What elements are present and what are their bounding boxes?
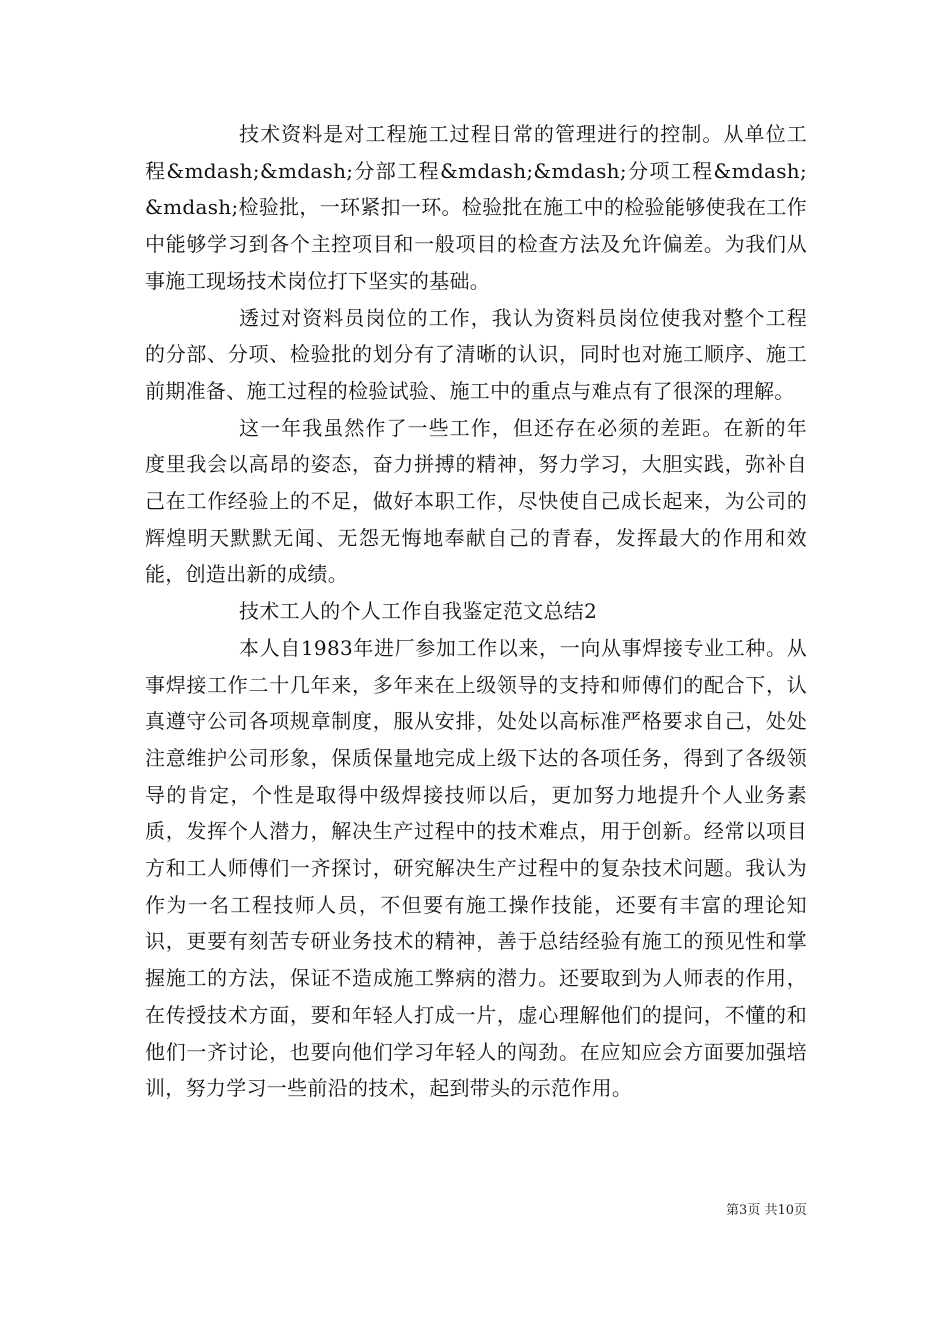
paragraph-technical-documents: 技术资料是对工程施工过程日常的管理进行的控制。从单位工程&mdash;&mdash;分部工程&mdash;&mdash;分项工程&mdash;&mdash;检验批，一环紧扣一环。检验批在施工中的检验能够使我在工作中能够学习到各个主控项目和一般项目的检查方法及允许偏差。为我们从事施工现场技术岗位打下坚实的基础。: [145, 122, 807, 293]
paragraph-document-clerk-role: 透过对资料员岗位的工作，我认为资料员岗位使我对整个工程的分部、分项、检验批的划分有了清晰的认识，同时也对施工顺序、施工前期准备、施工过程的检验试验、施工中的重点与难点有了很深的理解。: [145, 305, 807, 403]
page-number: 第3页 共10页: [726, 1203, 807, 1218]
paragraph-year-summary: 这一年我虽然作了一些工作，但还存在必须的差距。在新的年度里我会以高昂的姿态，奋力拼搏的精神，努力学习，大胆实践，弥补自己在工作经验上的不足，做好本职工作，尽快使自己成长起来，为公司的辉煌明天默默无闻、无怨无悔地奉献自己的青春，发挥最大的作用和效能，创造出新的成绩。: [145, 415, 807, 587]
section-heading: 技术工人的个人工作自我鉴定范文总结2: [239, 599, 598, 624]
paragraph-welding-experience: 本人自1983年进厂参加工作以来，一向从事焊接专业工种。从事焊接工作二十几年来，多年来在上级领导的支持和师傅们的配合下，认真遵守公司各项规章制度，服从安排，处处以高标准严格要求自己，处处注意维护公司形象，保质保量地完成上级下达的各项任务，得到了各级领导的肯定，个性是取得中级焊接技师以后，更加努力地提升个人业务素质，发挥个人潜力，解决生产过程中的技术难点，用于创新。经常以项目方和工人师傅们一齐探讨，研究解决生产过程中的复杂技术问题。我认为作为一名工程技师人员，不但要有施工操作技能，还要有丰富的理论知识，更要有刻苦专研业务技术的精神，善于总结经验有施工的预见性和掌握施工的方法，保证不造成施工弊病的潜力。还要取到为人师表的作用，在传授技术方面，要和年轻人打成一片，虚心理解他们的提问，不懂的和他们一齐讨论，也要向他们学习年轻人的闯劲。在应知应会方面要加强培训，努力学习一些前沿的技术，起到带头的示范作用。: [145, 635, 807, 1101]
document-body: [145, 116, 807, 1107]
